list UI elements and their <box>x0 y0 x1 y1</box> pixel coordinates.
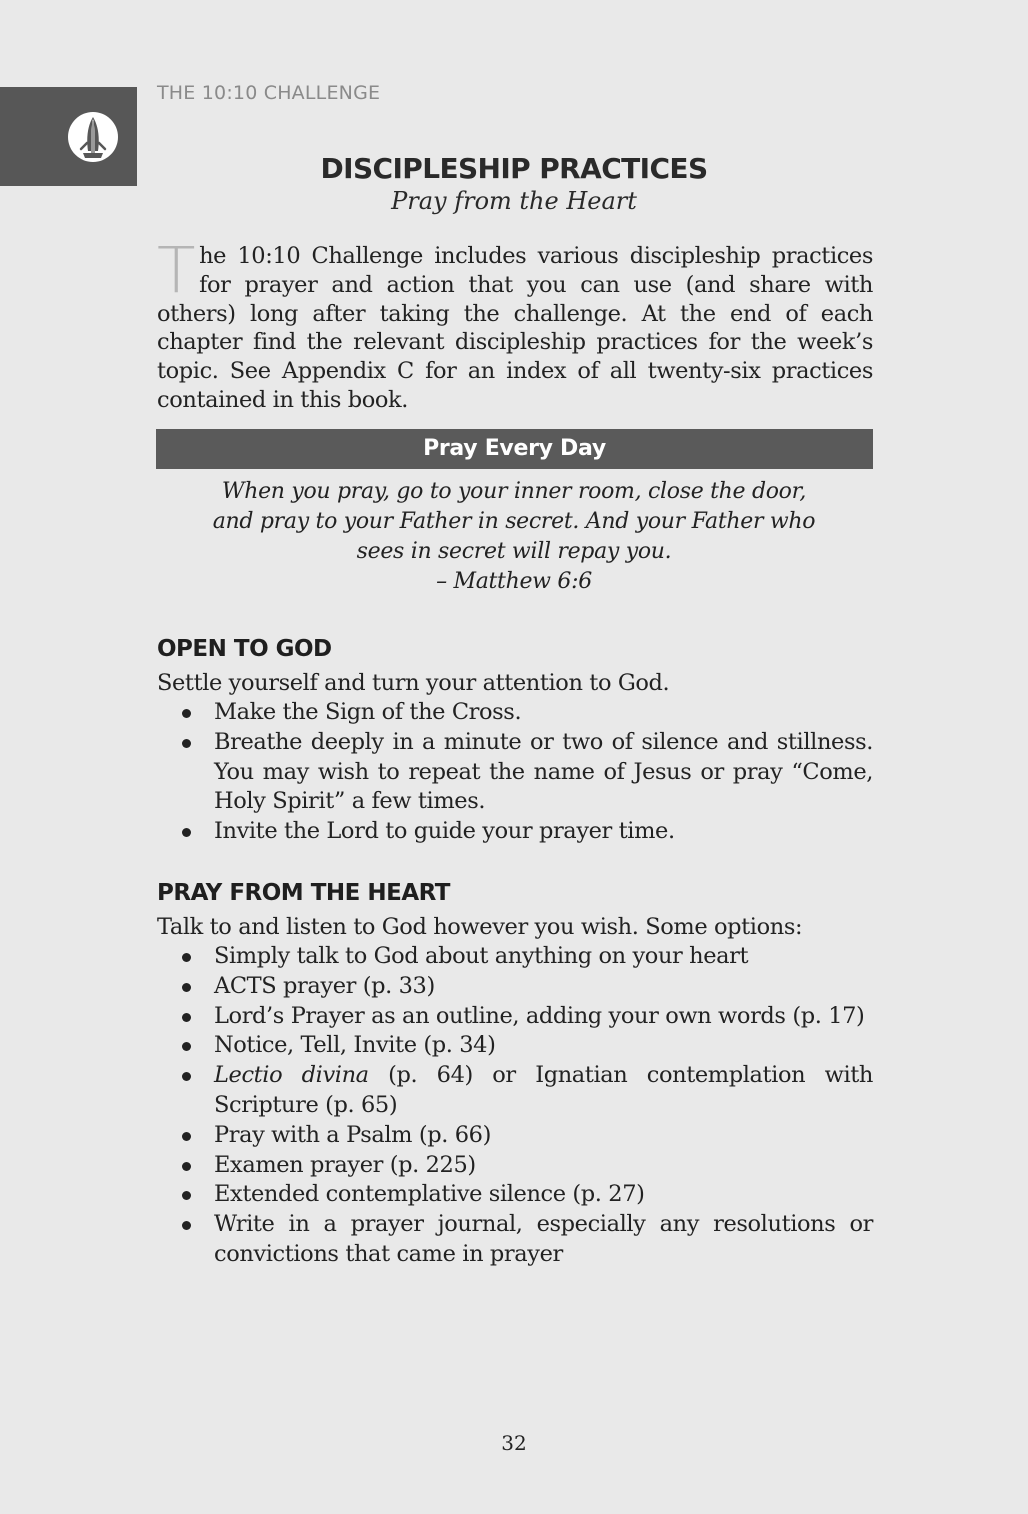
list-item: Simply talk to God about anything on your heart <box>157 942 873 972</box>
list-item: Breathe deeply in a minute or two of silence and stillness. You may wish to repeat the name of Jesus or pray “Come, Holy Spirit” a few times. <box>157 728 873 817</box>
list-item: Make the Sign of the Cross. <box>157 698 873 728</box>
lectio-italic: Lectio divina <box>214 1062 369 1089</box>
section-banner: Pray Every Day <box>156 429 873 469</box>
list-item: Pray with a Psalm (p. 66) <box>157 1121 873 1151</box>
running-head: THE 10:10 CHALLENGE <box>157 82 381 104</box>
section-lead: Talk to and listen to God however you wish. Some options: <box>157 914 803 940</box>
list-item: Extended contemplative silence (p. 27) <box>157 1180 873 1210</box>
quote-citation: – Matthew 6:6 <box>436 569 592 594</box>
quote-line: When you pray, go to your inner room, close the door, <box>221 479 807 504</box>
section-heading: OPEN TO GOD <box>157 636 332 662</box>
quote-line: sees in secret will repay you. <box>356 539 672 564</box>
list-item: Write in a prayer journal, especially any resolutions or convictions that came in prayer <box>157 1210 873 1270</box>
list-item <box>157 1061 873 1121</box>
list-item: Notice, Tell, Invite (p. 34) <box>157 1031 873 1061</box>
drop-cap: T <box>157 234 196 307</box>
intro-text: he 10:10 Challenge includes various discipleship practices for prayer and action that you can use (and share with others) long after taking the challenge. At the end of each chapter find the relevant discipleship practices for the week’s topic. See Appendix C for an index of all twenty-six practices contained in this book. <box>157 243 873 413</box>
intro-paragraph <box>157 234 873 415</box>
section-lead: Settle yourself and turn your attention to God. <box>157 670 670 696</box>
list-item: Invite the Lord to guide your prayer time. <box>157 817 873 847</box>
page-title: DISCIPLESHIP PRACTICES <box>320 152 708 185</box>
section-heading: PRAY FROM THE HEART <box>157 880 450 906</box>
page-number: 32 <box>501 1431 527 1455</box>
bullet-list <box>157 942 873 1270</box>
list-item: Examen prayer (p. 225) <box>157 1151 873 1181</box>
scripture-quote <box>0 477 1028 597</box>
quote-line: and pray to your Father in secret. And your Father who <box>212 509 816 534</box>
lectio-rest: (p. 64) or Ignatian contemplation with Scripture (p. 65) <box>214 1062 873 1118</box>
pray-from-heart-section <box>157 880 873 1270</box>
list-item: Lord’s Prayer as an outline, adding your own words (p. 17) <box>157 1002 873 1032</box>
list-item: ACTS prayer (p. 33) <box>157 972 873 1002</box>
bullet-list <box>157 698 873 847</box>
page-subtitle: Pray from the Heart <box>391 187 637 215</box>
open-to-god-section <box>157 636 873 847</box>
